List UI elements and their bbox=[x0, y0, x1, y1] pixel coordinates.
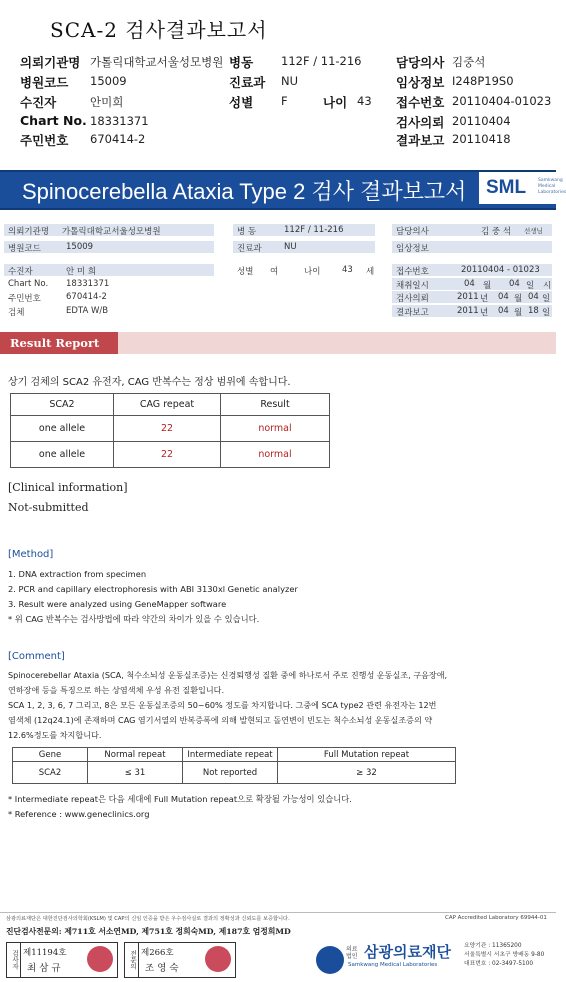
comment-line: 연하장애 등을 특징으로 하는 상염색체 우성 유전 질환입니다. bbox=[8, 685, 225, 695]
form-req-year-unit: 년 bbox=[480, 294, 489, 304]
footer-cert-text: 삼광의료재단은 대한진단검사의학회(KSLM) 및 CAP의 신임 인증을 받은 우수검사실로 결과의 정확성과 신뢰도를 보증합니다. bbox=[6, 916, 290, 922]
form-ward-label: 병 동 bbox=[237, 227, 257, 237]
inst-value: 가톨릭대학교서울성모병원 bbox=[90, 55, 224, 69]
form-doctor-label: 담당의사 bbox=[396, 227, 429, 237]
comment-body bbox=[8, 668, 553, 743]
form-doctor-value: 김 중 석 bbox=[481, 227, 512, 237]
comment-note: * Reference : www.geneclinics.org bbox=[8, 809, 150, 819]
table-row bbox=[11, 416, 330, 442]
org-contact-line: 요양기관 : 11365200 bbox=[464, 943, 522, 949]
form-age-unit: 세 bbox=[366, 267, 375, 277]
ward-value: 112F / 11-216 bbox=[281, 54, 362, 68]
org-english-name: Samkwang Medical Laboratories bbox=[348, 962, 438, 968]
sml-logo-subtitle: Samkwang Medical Laboratories bbox=[538, 178, 566, 195]
method-item: 2. PCR and capillary electrophoresis with ABI 3130xl Genetic analyzer bbox=[8, 584, 298, 594]
req-value: 20110404 bbox=[452, 114, 511, 128]
code-label: 병원코드 bbox=[20, 75, 69, 90]
range-intermediate: Not reported bbox=[183, 762, 278, 784]
method-item: * 위 CAG 반복수는 검사방법에 따라 약간의 차이가 있을 수 있습니다. bbox=[8, 614, 260, 624]
chart-value: 18331371 bbox=[90, 114, 149, 128]
form-code-value: 15009 bbox=[66, 242, 94, 252]
patient-label: 수진자 bbox=[20, 95, 57, 110]
result-value: normal bbox=[221, 416, 330, 442]
org-contact-line: 대표번호 : 02-3497-5100 bbox=[464, 961, 534, 967]
form-req-day-unit: 일 bbox=[542, 294, 551, 304]
footer-cap-text: CAP Accredited Laboratory 69944-01 bbox=[445, 915, 547, 921]
form-specimen-label: 검체 bbox=[8, 308, 25, 318]
clinical-label: 임상정보 bbox=[396, 75, 445, 90]
inspector-license: 제11194호 bbox=[23, 948, 67, 958]
form-collect-month: 04 bbox=[464, 279, 475, 289]
document-title: SCA-2 검사결과보고서 bbox=[50, 18, 268, 42]
allele-cell: one allele bbox=[11, 442, 114, 468]
clinical-info-value: Not-submitted bbox=[8, 501, 89, 514]
specialist-seal bbox=[205, 946, 231, 972]
cag-value: 22 bbox=[114, 442, 221, 468]
form-rep-month: 04 bbox=[498, 306, 509, 316]
comment-heading: [Comment] bbox=[8, 651, 65, 662]
inspector-stamp-label: 검사자 bbox=[7, 943, 21, 977]
comment-line: 12.6%정도를 차지합니다. bbox=[8, 730, 102, 740]
form-req-label: 검사의뢰 bbox=[396, 294, 429, 304]
form-rep-day-unit: 일 bbox=[542, 308, 551, 318]
form-inst-value: 가톨릭대학교서울성모병원 bbox=[62, 227, 161, 237]
inspector-name: 최 삼 규 bbox=[27, 963, 61, 974]
form-dept-label: 진료과 bbox=[237, 244, 262, 254]
method-item: 1. DNA extraction from specimen bbox=[8, 569, 147, 579]
receipt-value: 20110404-01023 bbox=[452, 94, 552, 108]
form-collect-month-unit: 월 bbox=[483, 281, 492, 291]
specialist-license: 제266호 bbox=[141, 948, 174, 958]
sex-value: F bbox=[281, 94, 288, 108]
org-prefix: 의료법인 bbox=[346, 946, 358, 960]
rrn-value: 670414-2 bbox=[90, 132, 146, 146]
ward-label: 병동 bbox=[229, 55, 254, 70]
receipt-label: 접수번호 bbox=[396, 95, 445, 110]
report-value: 20110418 bbox=[452, 132, 511, 146]
chart-label: Chart No. bbox=[20, 113, 87, 128]
method-list bbox=[8, 567, 298, 627]
sml-logo: SML bbox=[486, 177, 527, 198]
banner-title: Spinocerebella Ataxia Type 2 검사 결과보고서 bbox=[22, 179, 467, 204]
clinical-info-heading: [Clinical information] bbox=[8, 481, 128, 494]
age-value: 43 bbox=[357, 94, 372, 108]
method-item: 3. Result were analyzed using GeneMapper software bbox=[8, 599, 227, 609]
range-gene: SCA2 bbox=[13, 762, 88, 784]
form-patient-label: 수진자 bbox=[8, 267, 33, 277]
specialist-name: 조 영 숙 bbox=[145, 963, 179, 974]
form-req-month-unit: 월 bbox=[514, 294, 523, 304]
repeat-range-table bbox=[12, 747, 456, 784]
form-age-value: 43 bbox=[342, 265, 353, 275]
form-collect-day-unit: 일 bbox=[526, 281, 535, 291]
form-rep-year-unit: 년 bbox=[480, 308, 489, 318]
form-specimen-value: EDTA W/B bbox=[66, 306, 109, 316]
footer-divider bbox=[0, 912, 556, 913]
form-clinical-label: 임상정보 bbox=[396, 244, 429, 254]
patient-value: 안미희 bbox=[90, 95, 124, 109]
specialist-stamp bbox=[124, 942, 236, 978]
range-header-intermediate: Intermediate repeat bbox=[183, 748, 278, 762]
form-req-day: 04 bbox=[528, 292, 539, 302]
table-row bbox=[13, 762, 456, 784]
code-value: 15009 bbox=[90, 74, 127, 88]
range-full: ≥ 32 bbox=[278, 762, 456, 784]
result-report-title: Result Report bbox=[10, 336, 100, 350]
form-doctor-suffix: 선생님 bbox=[524, 227, 543, 235]
form-rep-day: 18 bbox=[528, 306, 539, 316]
form-code-label: 병원코드 bbox=[8, 244, 41, 254]
form-patient-value: 안 미 희 bbox=[66, 267, 97, 277]
form-collect-day: 04 bbox=[509, 279, 520, 289]
form-req-month: 04 bbox=[498, 292, 509, 302]
form-receipt-label: 접수번호 bbox=[396, 267, 429, 277]
form-req-year: 2011 bbox=[457, 292, 479, 302]
allele-cell: one allele bbox=[11, 416, 114, 442]
form-dept-value: NU bbox=[284, 242, 297, 252]
range-header-full: Full Mutation repeat bbox=[278, 748, 456, 762]
specialist-stamp-label: 전문의 bbox=[125, 943, 139, 977]
form-receipt-value: 20110404 - 01023 bbox=[461, 265, 540, 275]
form-chart-label: Chart No. bbox=[8, 279, 49, 289]
org-name: 삼광의료재단 bbox=[364, 943, 451, 961]
comment-line: 염색체 (12q24.1)에 존재하며 CAG 염기서열의 반복증폭에 의해 발현되고 돌연변이 빈도는 척수소뇌성 운동실조증의 약 bbox=[8, 715, 433, 725]
footer-specialists: 진단검사전문의: 제711호 서소연MD, 제751호 정희숙MD, 제187호 엄정희MD bbox=[6, 927, 291, 936]
table-row bbox=[11, 442, 330, 468]
dept-value: NU bbox=[281, 74, 299, 88]
rrn-label: 주민번호 bbox=[20, 133, 69, 148]
form-rrn-label: 주민번호 bbox=[8, 294, 41, 304]
inst-label: 의뢰기관명 bbox=[20, 55, 81, 70]
inspector-stamp bbox=[6, 942, 118, 978]
result-summary: 상기 검체의 SCA2 유전자, CAG 반복수는 정상 범위에 속합니다. bbox=[8, 377, 291, 388]
req-label: 검사의뢰 bbox=[396, 115, 445, 130]
form-rep-label: 결과보고 bbox=[396, 308, 429, 318]
form-age-label: 나이 bbox=[304, 267, 321, 277]
org-contact bbox=[464, 942, 544, 969]
form-collect-label: 채취일시 bbox=[396, 281, 429, 291]
form-sex-value: 여 bbox=[270, 267, 279, 277]
result-header-cag: CAG repeat bbox=[114, 394, 221, 416]
range-header-gene: Gene bbox=[13, 748, 88, 762]
range-normal: ≤ 31 bbox=[88, 762, 183, 784]
result-header-result: Result bbox=[221, 394, 330, 416]
form-sex-label: 성별 bbox=[237, 267, 254, 277]
range-header-normal: Normal repeat bbox=[88, 748, 183, 762]
method-heading: [Method] bbox=[8, 549, 54, 560]
dept-label: 진료과 bbox=[229, 75, 266, 90]
sml-circle-logo-icon bbox=[316, 946, 344, 974]
comment-line: SCA 1, 2, 3, 6, 7 그리고, 8은 모든 운동실조증의 50~60% 정도를 차지합니다. 그중에 SCA type2 관련 유전자는 12번 bbox=[8, 700, 437, 710]
sex-label: 성별 bbox=[229, 95, 254, 110]
form-collect-hour-unit: 시 bbox=[543, 281, 552, 291]
form-ward-value: 112F / 11-216 bbox=[284, 225, 344, 235]
comment-line: Spinocerebellar Ataxia (SCA, 척수소뇌성 운동실조증)는 신경퇴행성 질환 중에 하나로서 주로 진행성 운동실조, 구음장애, bbox=[8, 670, 448, 680]
result-header-sca2: SCA2 bbox=[11, 394, 114, 416]
comment-note: * Intermediate repeat은 다음 세대에 Full Mutation repeat으로 확장될 가능성이 있습니다. bbox=[8, 794, 352, 804]
result-value: normal bbox=[221, 442, 330, 468]
form-chart-value: 18331371 bbox=[66, 279, 110, 289]
cag-value: 22 bbox=[114, 416, 221, 442]
result-table bbox=[10, 393, 330, 468]
form-rep-year: 2011 bbox=[457, 306, 479, 316]
doctor-label: 담당의사 bbox=[396, 55, 445, 70]
report-label: 결과보고 bbox=[396, 133, 445, 148]
doctor-value: 김중석 bbox=[452, 55, 486, 69]
comment-notes bbox=[8, 792, 352, 822]
form-inst-label: 의뢰기관명 bbox=[8, 227, 50, 237]
form-rep-month-unit: 월 bbox=[514, 308, 523, 318]
age-label: 나이 bbox=[323, 95, 348, 110]
clinical-value: I248P19S0 bbox=[452, 74, 514, 88]
inspector-seal bbox=[87, 946, 113, 972]
form-rrn-value: 670414-2 bbox=[66, 292, 107, 302]
org-contact-line: 서울특별시 서초구 방배동 9-80 bbox=[464, 952, 545, 958]
